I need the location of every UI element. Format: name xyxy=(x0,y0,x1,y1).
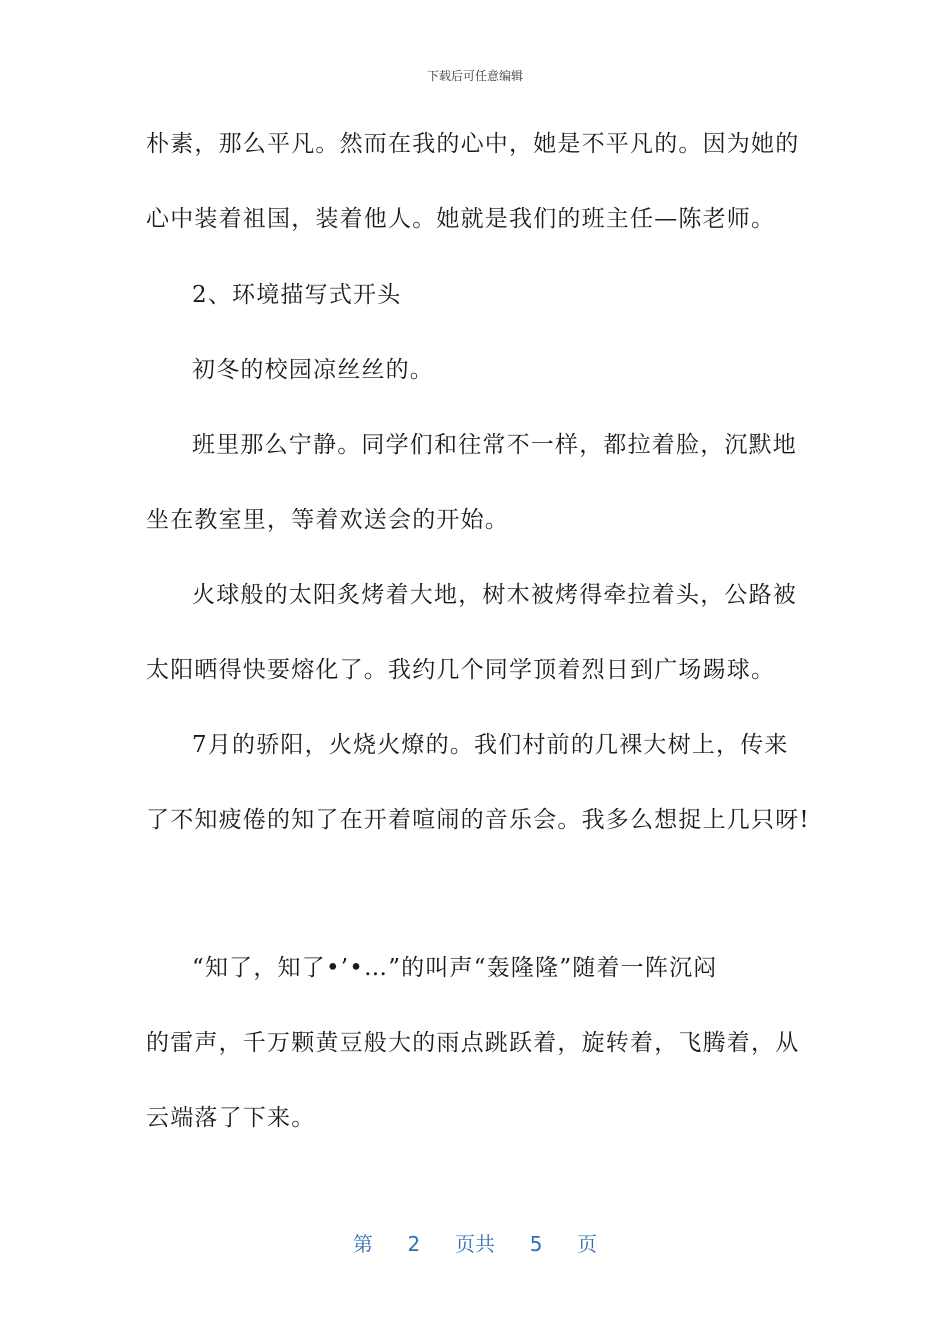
body-line: 朴素，那么平凡。然而在我的心中，她是不平凡的。因为她的 xyxy=(146,131,800,157)
body-line: 心中装着祖国，装着他人。她就是我们的班主任—陈老师。 xyxy=(146,206,776,232)
page-footer xyxy=(0,1228,950,1257)
body-line: 7月的骄阳，火烧火燎的。我们村前的几裸大树上，传来 xyxy=(192,732,789,758)
body-line: 班里那么宁静。同学们和往常不一样，都拉着脸，沉默地 xyxy=(192,432,797,458)
page-header-note: 下载后可任意编辑 xyxy=(426,69,523,83)
body-line: 的雷声，千万颗黄豆般大的雨点跳跃着，旋转着，飞腾着，从 xyxy=(146,1030,800,1056)
body-line: 了不知疲倦的知了在开着喧闹的音乐会。我多么想捉上几只呀! xyxy=(146,807,810,833)
body-line: “知了，知了•’•…”的叫声“轰隆隆”随着一阵沉闷 xyxy=(192,955,718,981)
footer-middle: 页共 xyxy=(455,1232,495,1256)
body-line: 火球般的太阳炙烤着大地，树木被烤得牵拉着头，公路被 xyxy=(192,582,797,608)
body-line: 坐在教室里，等着欢送会的开始。 xyxy=(146,507,509,533)
footer-total-pages: 5 xyxy=(529,1232,543,1256)
body-line: 云端落了下来。 xyxy=(146,1105,316,1131)
footer-page-number: 2 xyxy=(407,1232,421,1256)
body-line: 太阳晒得快要熔化了。我约几个同学顶着烈日到广场踢球。 xyxy=(146,657,776,683)
footer-suffix: 页 xyxy=(577,1232,598,1256)
section-heading: 2、环境描写式开头 xyxy=(192,282,402,308)
body-line: 初冬的校园凉丝丝的。 xyxy=(192,357,434,383)
footer-prefix: 第 xyxy=(352,1232,373,1256)
